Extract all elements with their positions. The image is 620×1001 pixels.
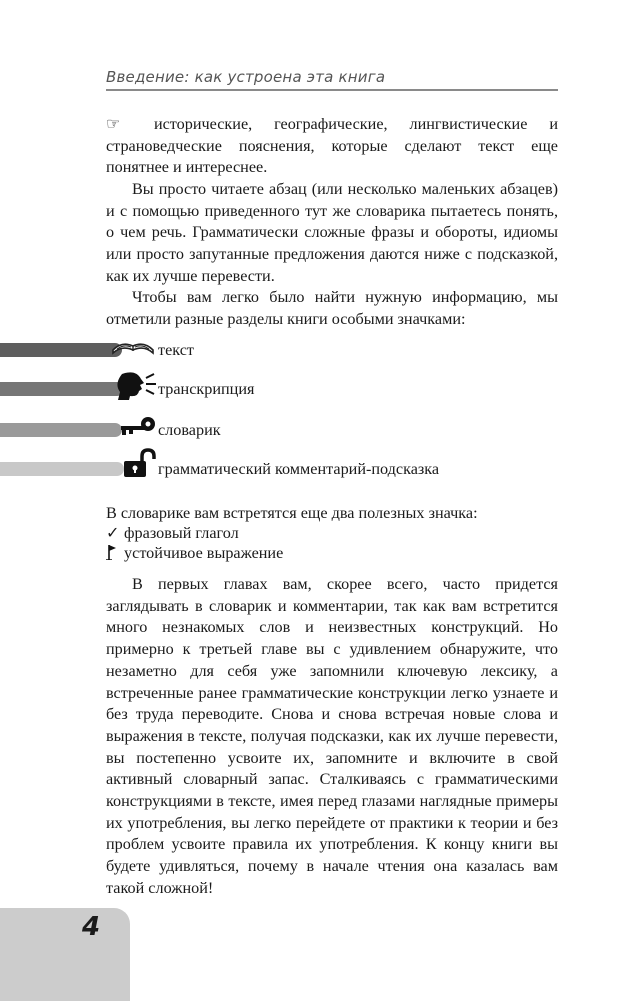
key-icon <box>118 415 158 437</box>
vocab-sign-label: фразовый глагол <box>124 524 239 542</box>
page-number: 4 <box>82 912 101 942</box>
paragraph-explanations-text: исторические, географические, лингвистические и страноведческие пояснения, которые сделают текст еще понятнее и интереснее. <box>106 115 558 177</box>
flag-icon <box>106 543 120 563</box>
legend-label-text: текст <box>158 341 194 359</box>
vocab-sign-idiom <box>106 543 283 563</box>
paragraph-conclusion: В первых главах вам, скорее всего, часто придется заглядывать в словарик и комментарии, так как вам встретится много незнакомых слов и неизвестных конструкций. Но примерно к третьей главе вы с удивлением обнаружите, что незаметно для себя уже запомнили ключевую лексику, а встреченные ранее грамматические конструкции легко узнаете и без труда переводите. Снова и снова встречая новые слова и выражения в тексте, получая подсказки, как их лучше перевести, вы постепенно усвоите их, запомните и включите в свой активный словарный запас. Сталкиваясь с грамматическими конструкциями в тексте, имея перед глазами наглядные примеры их употребления, вы легко перейдете от практики к теории и без проблем усвоите правила их употребления. К концу книги вы будете удивляться, почему в начале чтения она казалась вам такой сложной! <box>106 575 558 897</box>
vocab-sign-label: устойчивое выражение <box>124 544 284 562</box>
legend-bar-vocabulary <box>0 423 122 437</box>
open-padlock-icon <box>122 448 156 478</box>
running-header: Введение: как устроена эта книга <box>106 68 558 91</box>
paragraph-signs-intro: Чтобы вам легко было найти нужную информацию, мы отметили разные разделы книги особыми значками: <box>106 288 558 328</box>
legend-bar-grammar <box>0 462 124 476</box>
legend-bar-text <box>0 343 122 357</box>
legend-bar-transcription <box>0 382 124 396</box>
book-icon <box>110 337 156 357</box>
legend-label-vocabulary: словарик <box>158 421 221 439</box>
paragraph-explanations <box>106 114 558 179</box>
vocab-signs-intro: В словарике вам встретятся еще два полезных значка: <box>106 504 478 522</box>
speaking-head-icon <box>114 370 158 400</box>
legend-label-transcription: транскрипция <box>158 380 255 398</box>
checkmark-icon: ✓ <box>106 524 120 542</box>
legend-label-grammar: грамматический комментарий-подсказка <box>158 460 440 478</box>
vocab-sign-phrasal-verb <box>106 523 239 543</box>
page-number-tab <box>0 908 130 1001</box>
pointing-hand-icon: ☞ <box>106 115 121 133</box>
paragraph-how-to-read: Вы просто читаете абзац (или несколько маленьких абзацев) и с помощью приведенного тут же словарика пытаетесь понять, о чем речь. Грамматически сложные фразы и обороты, идиомы или просто запутанные предложения даются ниже с подсказкой, как их лучше перевести. <box>106 180 558 285</box>
